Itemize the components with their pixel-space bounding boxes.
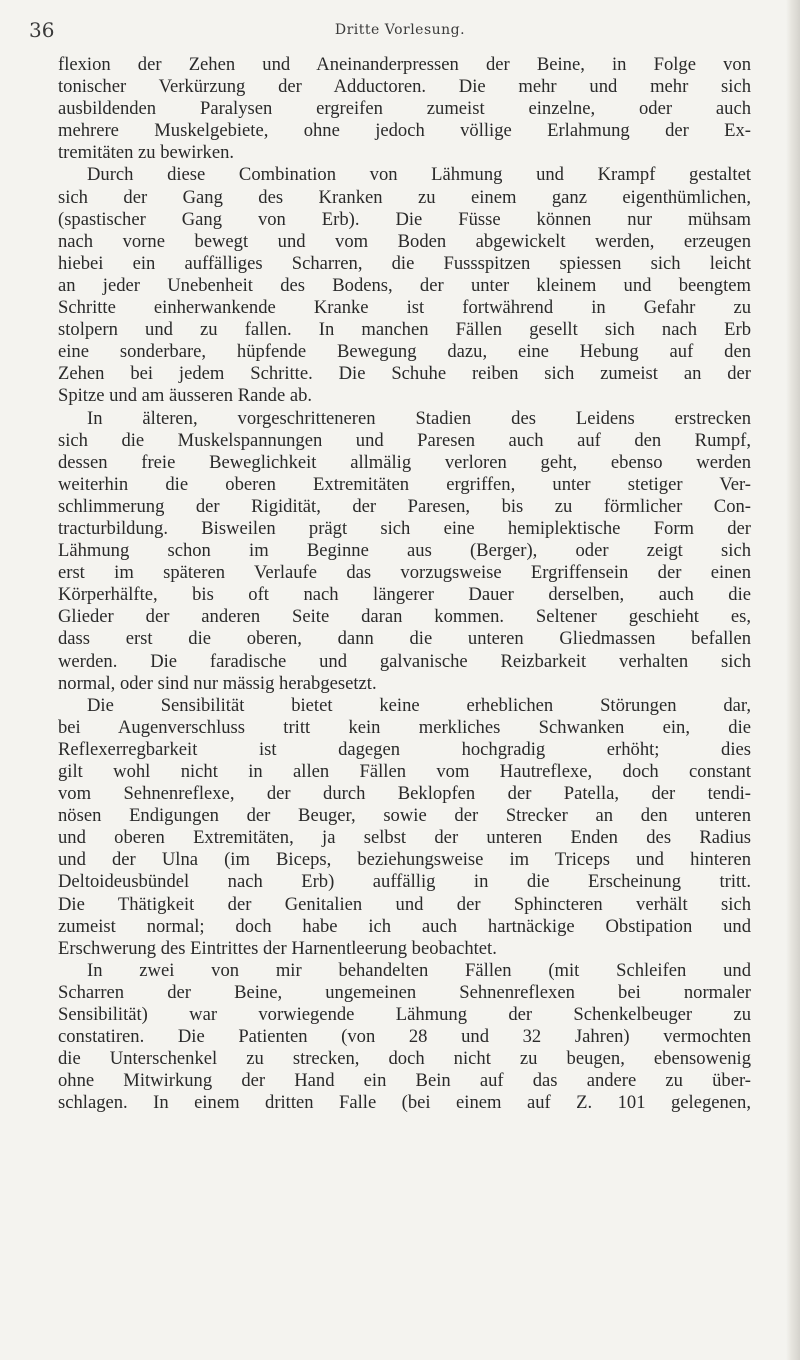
running-title: Dritte Vorlesung. [334, 22, 466, 38]
text-line: Glieder der anderen Seite daran kommen. Seltener geschieht es, [58, 606, 751, 628]
text-line: Schritte einherwankende Kranke ist fortwährend in Gefahr zu [58, 297, 751, 319]
text-line: und der Ulna (im Biceps, beziehungsweise im Triceps und hinteren [58, 849, 751, 871]
text-line: tonischer Verkürzung der Adductoren. Die mehr und mehr sich [58, 76, 751, 98]
text-line: erst im späteren Verlaufe das vorzugsweise Ergriffensein der einen [58, 562, 751, 584]
text-line: Deltoideusbündel nach Erb) auffällig in die Erscheinung tritt. [58, 871, 751, 893]
text-line: sich die Muskelspannungen und Paresen auch auf den Rumpf, [58, 429, 751, 451]
text-line: mehrere Muskelgebiete, ohne jedoch völlige Erlahmung der Ex- [58, 120, 751, 142]
text-line: tracturbildung. Bisweilen prägt sich eine hemiplektische Form der [58, 517, 751, 539]
text-line: schlimmerung der Rigidität, der Paresen, bis zu förmlicher Con- [58, 495, 751, 517]
text-line: bei Augenverschluss tritt kein merkliches Schwanken ein, die [58, 716, 751, 738]
text-line: constatiren. Die Patienten (von 28 und 32 Jahren) vermochten [58, 1026, 751, 1048]
text-line: Körperhälfte, bis oft nach längerer Dauer derselben, auch die [58, 584, 751, 606]
text-line: ohne Mitwirkung der Hand ein Bein auf das andere zu über- [58, 1070, 751, 1092]
text-line: In älteren, vorgeschritteneren Stadien des Leidens erstrecken [87, 407, 751, 429]
text-line: schlagen. In einem dritten Falle (bei einem auf Z. 101 gelegenen, [58, 1092, 751, 1114]
body-text [58, 54, 751, 1115]
text-line: Durch diese Combination von Lähmung und Krampf gestaltet [87, 164, 751, 186]
text-line: nösen Endigungen der Beuger, sowie der Strecker an den unteren [58, 805, 751, 827]
text-line: Spitze und am äusseren Rande ab. [58, 385, 313, 407]
text-line: weiterhin die oberen Extremitäten ergriffen, unter stetiger Ver- [58, 473, 751, 495]
text-line: Reflexerregbarkeit ist dagegen hochgradig erhöht; dies [58, 738, 751, 760]
page-header [0, 12, 800, 42]
text-line: vom Sehnenreflexe, der durch Beklopfen der Patella, der tendi- [58, 783, 751, 805]
text-line: eine sonderbare, hüpfende Bewegung dazu, eine Hebung auf den [58, 341, 751, 363]
text-line: die Unterschenkel zu strecken, doch nicht zu beugen, ebensowenig [58, 1048, 751, 1070]
text-line: sich der Gang des Kranken zu einem ganz eigenthümlichen, [58, 186, 751, 208]
page-edge-shadow [786, 0, 800, 1360]
text-line: dessen freie Beweglichkeit allmälig verloren geht, ebenso werden [58, 451, 751, 473]
text-line: In zwei von mir behandelten Fällen (mit Schleifen und [87, 959, 751, 981]
text-line: (spastischer Gang von Erb). Die Füsse können nur mühsam [58, 208, 751, 230]
text-line: und oberen Extremitäten, ja selbst der unteren Enden des Radius [58, 827, 751, 849]
text-line: zumeist normal; doch habe ich auch hartnäckige Obstipation und [58, 915, 751, 937]
text-line: tremitäten zu bewirken. [58, 142, 235, 164]
text-line: werden. Die faradische und galvanische Reizbarkeit verhalten sich [58, 650, 751, 672]
text-line: Sensibilität) war vorwiegende Lähmung der Schenkelbeuger zu [58, 1004, 751, 1026]
text-line: Lähmung schon im Beginne aus (Berger), oder zeigt sich [58, 540, 751, 562]
text-line: nach vorne bewegt und vom Boden abgewickelt werden, erzeugen [58, 230, 751, 252]
text-line: hiebei ein auffälliges Scharren, die Fussspitzen spiessen sich leicht [58, 252, 751, 274]
text-line: Zehen bei jedem Schritte. Die Schuhe reiben sich zumeist an der [58, 363, 751, 385]
text-line: Die Thätigkeit der Genitalien und der Sphincteren verhält sich [58, 893, 751, 915]
text-line: Die Sensibilität bietet keine erheblichen Störungen dar, [87, 694, 751, 716]
text-line: an jeder Unebenheit des Bodens, der unter kleinem und beengtem [58, 274, 751, 296]
text-line: stolpern und zu fallen. In manchen Fällen gesellt sich nach Erb [58, 319, 751, 341]
text-line: gilt wohl nicht in allen Fällen vom Hautreflexe, doch constant [58, 761, 751, 782]
text-line: Erschwerung des Eintrittes der Harnentleerung beobachtet. [58, 937, 497, 959]
page-number: 36 [29, 18, 55, 42]
text-line: dass erst die oberen, dann die unteren Gliedmassen befallen [58, 628, 751, 650]
text-line: Scharren der Beine, ungemeinen Sehnenreflexen bei normaler [58, 981, 751, 1003]
text-line: ausbildenden Paralysen ergreifen zumeist einzelne, oder auch [58, 98, 751, 120]
text-line: normal, oder sind nur mässig herabgesetzt. [58, 672, 377, 694]
text-line: flexion der Zehen und Aneinanderpressen der Beine, in Folge von [58, 54, 751, 75]
